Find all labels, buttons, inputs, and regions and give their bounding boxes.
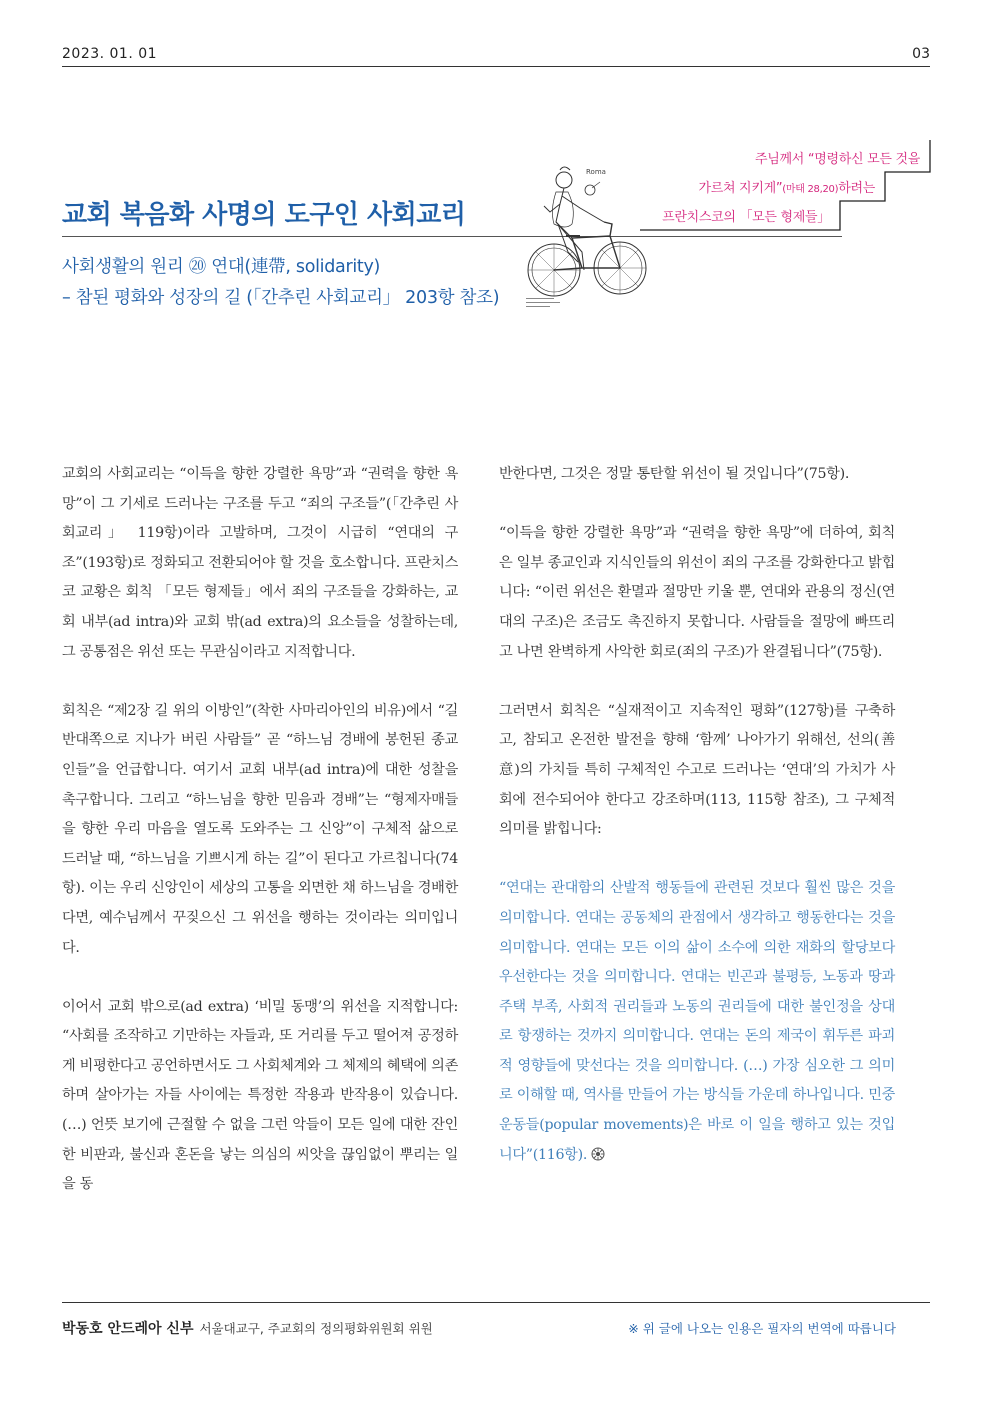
illustration-caption: Roma	[586, 168, 606, 176]
issue-date: 2023. 01. 01	[62, 46, 158, 62]
end-mark-icon	[591, 1147, 605, 1161]
body-column-left	[62, 460, 458, 1229]
article-subtitle-line1: 사회생활의 원리 ⑳ 연대(連帶, solidarity)	[62, 257, 381, 277]
footer-divider	[62, 1302, 930, 1303]
article-subtitle-line2: – 참된 평화와 성장의 길 (「간추린 사회교리」 203항 참조)	[62, 288, 500, 308]
bicycle-rider-illustration	[520, 152, 660, 310]
callout-line2-ref: (마태 28,20)	[782, 184, 839, 195]
body-paragraph: “이득을 향한 강렬한 욕망”과 “권력을 향한 욕망”에 더하여, 회칙은 일부 종교인과 지식인들의 위선이 죄의 구조를 강화한다고 밝힙니다: “이런 위선은 환멸과 절망만 키울 뿐, 연대와 관용의 정신(연대의 구조)은 조금도 촉진하지 못합니다. 사람들을 절망에 빠뜨리고 나면 완벽하게 사악한 회로(죄의 구조)가 완결됩니다”(75항).	[499, 525, 895, 660]
article-title: 교회 복음화 사명의 도구인 사회교리	[62, 200, 466, 230]
author-line	[62, 1318, 433, 1338]
header-divider	[62, 66, 930, 67]
page-number: 03	[912, 46, 930, 62]
body-paragraph: 그러면서 회칙은 “실재적이고 지속적인 평화”(127항)를 구축하고, 참되고 온전한 발전을 향해 ‘함께’ 나아가기 위해선, 선의(善意)의 가치들 특히 구체적인 수고로 드러나는 ‘연대’의 가치가 사회에 전수되어야 한다고 강조하며(113, 115항 참조), 그 구체적 의미를 밝힙니다:	[499, 702, 895, 838]
author-name: 박동호 안드레아 신부	[62, 1321, 194, 1337]
body-paragraph: 반한다면, 그것은 정말 통탄할 위선이 될 것입니다”(75항).	[499, 466, 850, 482]
translation-note: ※ 위 글에 나오는 인용은 필자의 번역에 따릅니다	[628, 1321, 896, 1336]
callout-line1: 주님께서 “명령하신 모든 것을	[754, 152, 920, 167]
body-paragraph: 회칙은 “제2장 길 위의 이방인”(착한 사마리아인의 비유)에서 “길 반대쪽으로 지나가 버린 사람들” 곧 “하느님 경배에 봉헌된 종교인들”을 언급합니다. 여기서 교회 내부(ad intra)에 대한 성찰을 촉구합니다. 그리고 “하느님을 향한 믿음과 경배”는 “형제자매들을 향한 우리 마음을 열도록 도와주는 그 신앙”이 구체적 삶으로 드러날 때, “하느님을 기쁘시게 하는 길”이 된다고 가르칩니다(74항). 이는 우리 신앙인이 세상의 고통을 외면한 채 하느님을 경배한다면, 예수님께서 꾸짖으신 그 위선을 행하는 것이라는 의미입니다.	[62, 702, 458, 956]
callout-line2-tail: 하려는	[838, 181, 875, 196]
body-paragraph: 교회의 사회교리는 “이득을 향한 강렬한 욕망”과 “권력을 향한 욕망”이 그 기세로 드러나는 구조를 두고 “죄의 구조들”(「간추린 사회교리」 119항)이라 고발하며, 그것이 시급히 “연대의 구조”(193항)로 정화되고 전환되어야 할 것을 호소합니다. 프란치스코 교황은 회칙 「모든 형제들」에서 죄의 구조들을 강화하는, 교회 내부(ad intra)와 교회 밖(ad extra)의 요소들을 성찰하는데, 그 공통점은 위선 또는 무관심이라고 지적합니다.	[62, 466, 458, 660]
author-role: 서울대교구, 주교회의 정의평화위원회 위원	[199, 1321, 433, 1336]
body-paragraph: 이어서 교회 밖으로(ad extra) ‘비밀 동맹’의 위선을 지적합니다: “사회를 조작하고 기만하는 자들과, 또 거리를 두고 떨어져 공정하게 비평한다고 공언하면서도 그 사회체계와 그 체제의 혜택에 의존하며 살아가는 자들 사이에는 특정한 작용과 반작용이 있습니다. (…) 언뜻 보기에 근절할 수 없을 그런 악들이 모든 일에 대한 잔인한 비판과, 불신과 혼돈을 낳는 의심의 씨앗을 끊임없이 뿌리는 일을 동	[62, 998, 458, 1193]
body-column-right	[499, 460, 895, 1200]
callout-line2-main: 가르쳐 지키게”	[698, 181, 783, 196]
callout-step-frame	[640, 138, 940, 238]
solidarity-quote	[499, 874, 895, 1170]
callout-line3: 프란치스코의 「모든 형제들」	[662, 210, 830, 225]
quote-text: “연대는 관대함의 산발적 행동들에 관련된 것보다 훨씬 많은 것을 의미합니다. 연대는 공동체의 관점에서 생각하고 행동한다는 것을 의미합니다. 연대는 모든 이의 삶이 소수에 의한 재화의 할당보다 우선한다는 것을 의미합니다. 연대는 빈곤과 불평등, 노동과 땅과 주택 부족, 사회적 권리들과 노동의 권리들에 대한 불인정을 상대로 항쟁하는 것까지 의미합니다. 연대는 돈의 제국이 휘두른 파괴적 영향들에 맞선다는 것을 의미합니다. (…) 가장 심오한 그 의미로 이해할 때, 역사를 만들어 가는 방식들 가운데 하나입니다. 민중 운동들(popular movements)은 바로 이 일을 행하고 있는 것입니다”(116항).	[499, 880, 895, 1163]
